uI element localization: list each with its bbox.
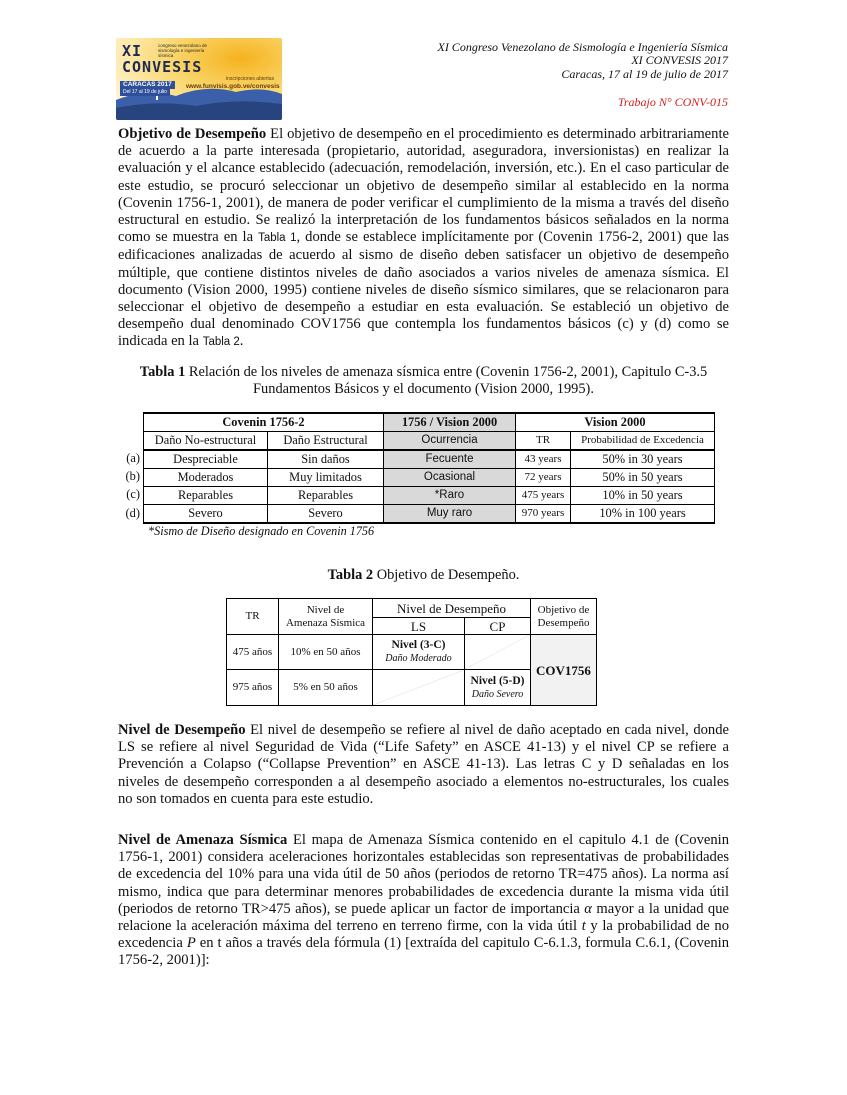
table-cell: Fecuente <box>384 450 516 469</box>
table-cell: Ocasional <box>384 469 516 487</box>
table-cell: Despreciable <box>144 450 268 469</box>
table2-header-nivel-desempeno: Nivel de Desempeño <box>373 599 531 618</box>
header-place-date: Caracas, 17 al 19 de julio de 2017 <box>561 67 728 81</box>
logo-url: www.funvisis.gob.ve/convesis <box>186 83 280 90</box>
table1-group-header-row <box>144 413 715 432</box>
table-cell <box>373 635 465 670</box>
table-cell: Sin daños <box>268 450 384 469</box>
table1-group-covenin: Covenin 1756-2 <box>144 413 384 432</box>
table1-row-label: (c) <box>126 487 140 501</box>
table-cell: Muy limitados <box>268 469 384 487</box>
table-cell: 50% in 30 years <box>571 450 715 469</box>
logo-edition: XI <box>122 42 143 60</box>
logo-dates: Del 17 al 19 de julio <box>120 89 170 96</box>
heading-nivel-desempeno: Nivel de Desempeño <box>118 722 246 738</box>
table-row <box>227 635 597 670</box>
table1-row-label: (b) <box>125 469 140 483</box>
table-cell: Reparables <box>268 487 384 505</box>
table-cell: *Raro <box>384 487 516 505</box>
table-cell: 10% in 50 years <box>571 487 715 505</box>
table-cell: 10% in 100 years <box>571 505 715 524</box>
table-cell <box>465 670 531 706</box>
text: mayor a la unidad que relacione la aceleración máxima del terreno en terreno firme, con la vida útil <box>118 900 730 935</box>
logo-city: CARACAS 2017 <box>120 81 175 89</box>
table-cell: Severo <box>268 505 384 524</box>
text: y la probabilidad de no excedencia <box>118 918 729 952</box>
table-cell: 475 años <box>227 635 279 670</box>
table1-row-label: (d) <box>125 506 140 520</box>
table2-header-ls: LS <box>373 618 465 635</box>
ref-tabla-1[interactable]: Tabla 1 <box>258 232 297 245</box>
table2-caption-text: Objetivo de Desempeño. <box>373 567 520 583</box>
text: Nivel (3-C) <box>391 639 446 651</box>
table-cell: 475 years <box>516 487 571 505</box>
table1-group-1756-vision: 1756 / Vision 2000 <box>384 413 516 432</box>
table-row <box>144 487 715 505</box>
header-conference: XI Congreso Venezolano de Sismología e Ingeniería Sísmica <box>437 40 728 54</box>
paragraph-objetivo <box>118 126 729 352</box>
text: Nivel (5-D) <box>470 674 525 687</box>
table2-caption-label: Tabla 2 <box>327 567 374 583</box>
table1-column-header-row <box>144 432 715 451</box>
table1-caption-text: Relación de los niveles de amenaza sísmica entre (Covenin 1756-2, 2001), Capitulo C-3.5 Fundamentos Básicos y el documento (Vision 2000, 1995). <box>185 364 708 397</box>
table-cell: 43 years <box>516 450 571 469</box>
table-cell: 975 años <box>227 670 279 706</box>
diagonal-empty-cell <box>373 670 465 706</box>
table-2 <box>226 598 597 706</box>
table2-header-objetivo <box>531 599 597 635</box>
text: en t años a través dela fórmula (1) [extraída del capitulo C-6.1.3, formula C.6.1, (Covenin 1756-2, 2001)]: <box>118 935 729 969</box>
heading-objetivo: Objetivo de Desempeño <box>118 126 267 142</box>
table-1 <box>143 412 715 524</box>
text: Desempeño <box>537 616 590 629</box>
diagonal-empty-cell <box>465 635 531 670</box>
table1-group-vision: Vision 2000 <box>516 413 715 432</box>
text: Amenaza Sísmica <box>285 616 366 629</box>
symbol-t: t <box>581 918 586 935</box>
text: Daño Moderado <box>385 653 452 664</box>
table1-col-header: Daño No-estructural <box>144 432 268 451</box>
text: El objetivo de desempeño en el procedimiento es determinado arbitrariamente de acuerdo a la parte interesada (propietario, autoridad, aseguradora, inversionistas) en realizar la evaluación y el alcance establecido (adecuación, remodelación, inversión, etc.). En el caso particular de este estudio, se procuró seleccionar un objetivo de desempeño similar al establecido en la norma (Covenin 1756-1, 2001), de manera de poder verificar el cumplimiento de la misma a través del diseño estructural en estudio. Se realizó la interpretación de los fundamentos básicos señalados en la norma como se muestra en la <box>118 126 729 246</box>
table-cell: 970 years <box>516 505 571 524</box>
header-work-number: Trabajo N° CONV-015 <box>617 95 728 109</box>
ref-tabla-2[interactable]: Tabla 2 <box>202 336 240 349</box>
text: Nivel de <box>306 603 345 616</box>
text: El mapa de Amenaza Sísmica contenido en el capitulo 4.1 de (Covenin 1756-1, 2001) considera aceleraciones horizontales establecidas son representativas de probabilidades de excedencia del 10% para una vida útil de 50 años (periodos de retorno TR=475 años). La norma así mismo, indica que para determinar menores probabilidades de excedencia durante la misma vida útil (periodos de retorno TR>475 años), se puede aplicar un factor de importancia <box>118 832 730 917</box>
table1-caption-label: Tabla 1 <box>139 364 186 380</box>
text: Objetivo de <box>537 603 590 616</box>
table-row <box>144 469 715 487</box>
convesis-logo <box>116 38 282 120</box>
table-row <box>144 450 715 469</box>
logo-inscriptions: inscripciones abiertas <box>226 76 275 82</box>
table1-row-label: (a) <box>126 451 140 465</box>
table-row <box>144 505 715 524</box>
table1-note: *Sismo de Diseño designado en Covenin 1756 <box>148 524 375 538</box>
paragraph-nivel-desempeno <box>118 722 729 808</box>
table-cell: Moderados <box>144 469 268 487</box>
table-cell: 72 years <box>516 469 571 487</box>
table2-caption <box>118 567 729 584</box>
table2-header-cp: CP <box>465 618 531 635</box>
table-cell: Severo <box>144 505 268 524</box>
table-cell: 50% in 50 years <box>571 469 715 487</box>
table-cell: 5% en 50 años <box>279 670 373 706</box>
table-cell: 10% en 50 años <box>279 635 373 670</box>
table1-col-header: Probabilidad de Excedencia <box>571 432 715 451</box>
table1-caption <box>118 364 729 398</box>
table-cell: Muy raro <box>384 505 516 524</box>
logo-name: CONVESIS <box>122 58 203 76</box>
table1-col-header: TR <box>516 432 571 451</box>
table2-objective: COV1756 <box>531 635 597 706</box>
logo-subtitle: congreso venezolano de sismología e ingeniería sísmica <box>158 43 208 58</box>
text: , donde se establece implícitamente por (Covenin 1756-2, 2001) que las edificaciones analizadas de acuerdo al sismo de diseño deben satisfacer un objetivo de desempeño múltiple, que contiene distintos niveles de daño asociados a varios niveles de amenaza sísmica. El documento (Vision 2000, 1995) contiene niveles de diseño sísmico similares, que se relacionaron para seleccionar el objetivo de desempeño a estudiar en esta evaluación. Se estableció un objetivo de desempeño dual denominado COV1756 que contempla los fundamentos básicos (c) y (d) como se indicada en la <box>118 229 729 350</box>
table2-header-tr: TR <box>227 599 279 635</box>
heading-amenaza-sismica: Nivel de Amenaza Sísmica <box>118 832 288 848</box>
table2-header-row <box>227 599 597 618</box>
symbol-p: P <box>186 935 196 952</box>
text: El nivel de desempeño se refiere al nivel de daño aceptado en cada nivel, donde LS se refiere al nivel Seguridad de Vida (“Life Safety” en ASCE 41-13) y el nivel CP se refiere a Prevención a Colapso (“Collapse Prevention” en ASCE 41-13). Las letras C y D señaladas en los niveles de desempeño corresponden a al desempeño asociado a elementos no-estructurales, los cuales no son tomados en cuenta para este estudio. <box>118 722 729 807</box>
paragraph-amenaza-sismica <box>118 832 729 970</box>
table-cell: Reparables <box>144 487 268 505</box>
symbol-alpha: α <box>584 900 592 917</box>
table2-header-amenaza <box>279 599 373 635</box>
text: . <box>239 333 244 350</box>
table1-col-header: Ocurrencia <box>384 432 516 451</box>
text: Daño Severo <box>471 688 524 700</box>
header-edition: XI CONVESIS 2017 <box>631 53 728 67</box>
table1-col-header: Daño Estructural <box>268 432 384 451</box>
